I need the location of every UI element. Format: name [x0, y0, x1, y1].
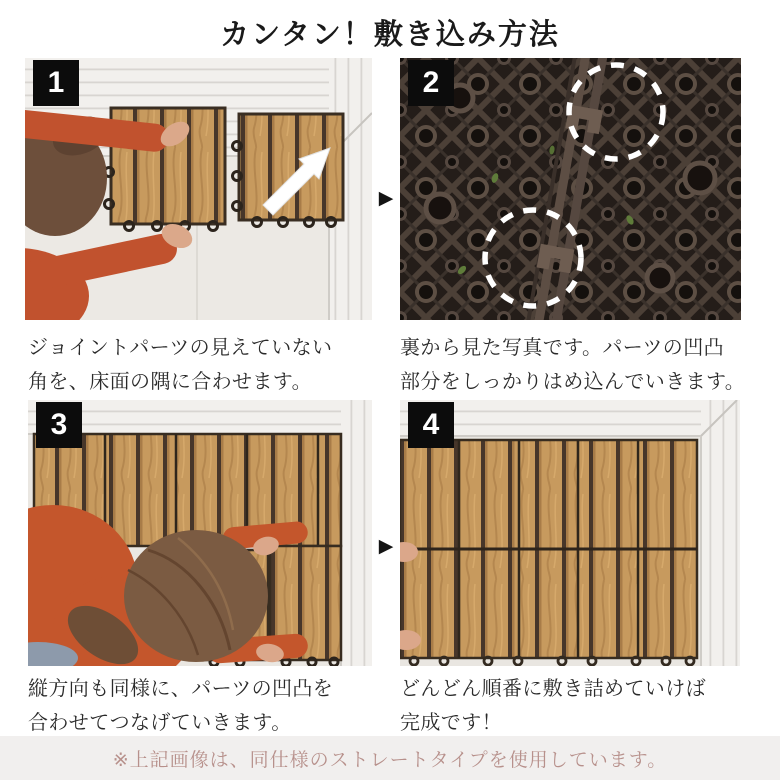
wood-tile-corner: [233, 114, 344, 227]
page-title: カンタン！敷き込み方法: [220, 19, 560, 51]
step-2-caption: 裏から見た写真です。パーツの凹凸 部分をしっかりはめ込んでいきます。: [400, 337, 746, 393]
footer-note: ※上記画像は、同仕様のストレートタイプを使用しています。: [0, 736, 780, 780]
next-arrow-icon: ▶: [378, 536, 394, 557]
step-1-badge: [33, 60, 79, 106]
step-3-number: 3: [50, 408, 68, 441]
step-3-badge: [36, 402, 82, 448]
step-3-photo: [28, 400, 372, 666]
step-2-photo: [400, 58, 741, 320]
step-2-badge: [408, 60, 454, 106]
wall-trim-right: [701, 400, 740, 666]
step-4-badge: [408, 402, 454, 448]
step-1-number: 1: [47, 66, 65, 99]
completed-tile-field: [400, 440, 697, 665]
step-4-number: 4: [422, 408, 440, 441]
step-1-photo: [25, 58, 372, 320]
step-4-caption: どんどん順番に敷き詰めていけば 完成です！: [400, 678, 706, 734]
step-4-photo: [400, 400, 740, 666]
next-arrow-icon: ▶: [378, 188, 394, 209]
hair: [124, 530, 268, 662]
wall-trim-right: [341, 400, 372, 666]
step-3-caption: 縦方向も同様に、パーツの凹凸を 合わせてつなげていきます。: [28, 678, 334, 734]
step-1-caption: ジョイントパーツの見えていない 角を、床面の隅に合わせます。: [28, 337, 333, 393]
step-2-number: 2: [422, 66, 440, 99]
